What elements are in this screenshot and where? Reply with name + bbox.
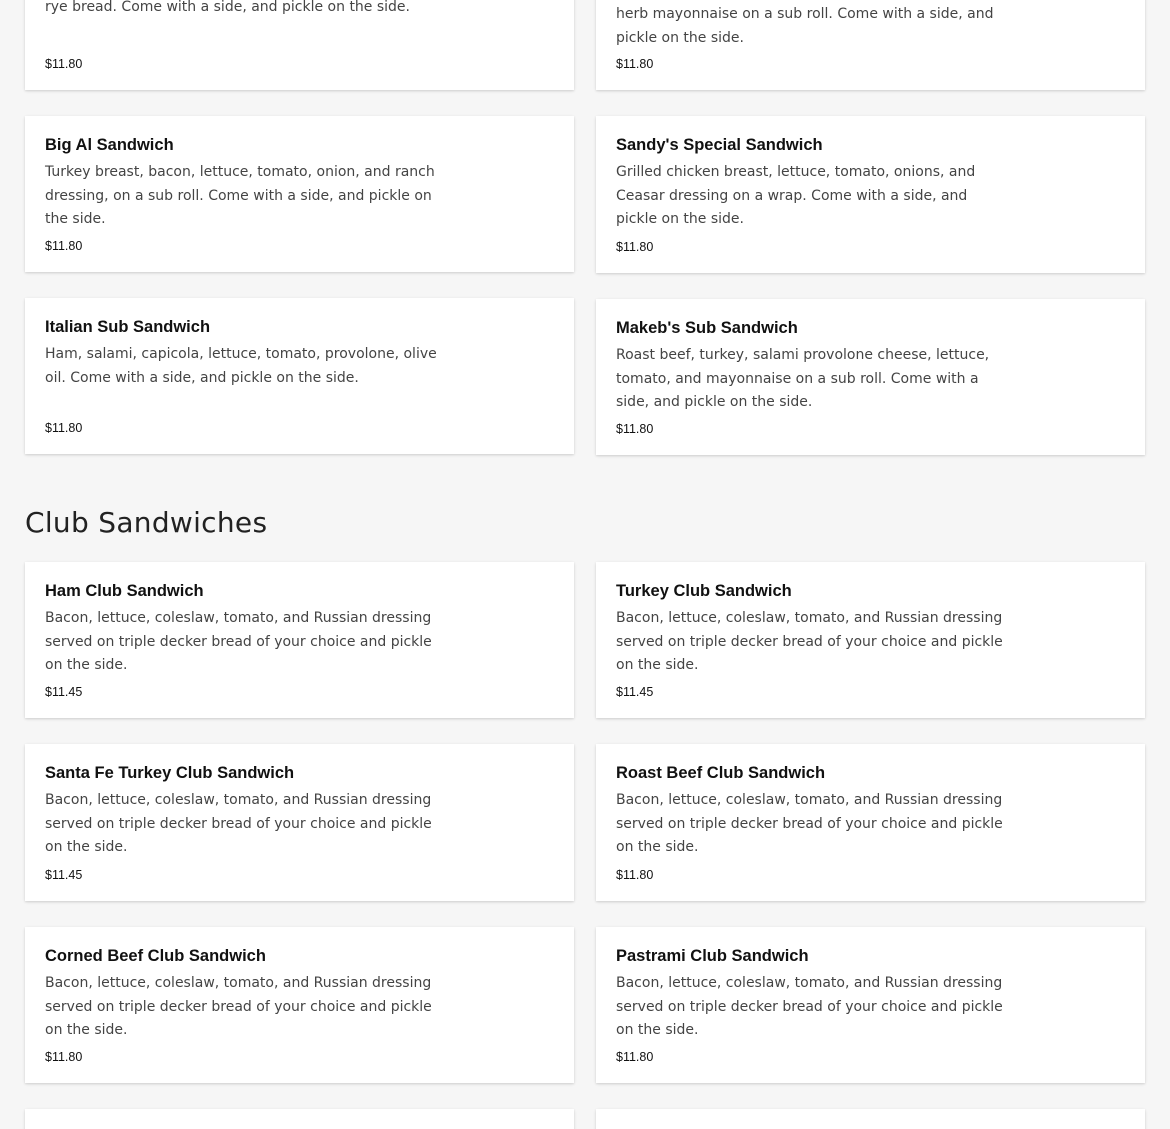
item-description: Roast beef, turkey, salami provolone cheese, lettuce, tomato, and mayonnaise on a sub roll. Come with a side, and pickle on the side. bbox=[616, 347, 990, 410]
item-price: $11.45 bbox=[45, 685, 83, 699]
item-price: $11.80 bbox=[45, 421, 83, 435]
item-name: Pastrami Club Sandwich bbox=[616, 947, 809, 965]
item-price: $11.80 bbox=[45, 1050, 83, 1064]
item-price: $11.80 bbox=[616, 422, 654, 436]
item-description: Bacon, lettuce, coleslaw, tomato, and Russian dressing served on triple decker bread of your choice and pickle on the side. bbox=[616, 975, 1003, 1038]
item-price: $11.80 bbox=[616, 57, 654, 71]
menu-item-card[interactable] bbox=[596, 744, 1145, 901]
item-description: herb mayonnaise on a sub roll. Come with a side, and pickle on the side. bbox=[616, 6, 994, 46]
menu-item-card[interactable] bbox=[596, 562, 1145, 718]
section-title: Club Sandwiches bbox=[25, 506, 268, 539]
menu-item-card[interactable] bbox=[596, 116, 1145, 273]
item-price: $11.45 bbox=[616, 685, 654, 699]
item-name: Big Al Sandwich bbox=[45, 136, 174, 154]
item-name: Roast Beef Club Sandwich bbox=[616, 764, 826, 782]
item-description: Bacon, lettuce, coleslaw, tomato, and Russian dressing served on triple decker bread of your choice and pickle on the side. bbox=[616, 792, 1003, 855]
item-price: $11.80 bbox=[45, 57, 83, 71]
item-description: Turkey breast, bacon, lettuce, tomato, onion, and ranch dressing, on a sub roll. Come with a side, and pickle on the side. bbox=[45, 164, 435, 227]
menu-item-card[interactable] bbox=[25, 116, 574, 272]
item-price: $11.80 bbox=[616, 240, 654, 254]
item-name: Corned Beef Club Sandwich bbox=[45, 947, 266, 965]
menu-item-card[interactable] bbox=[596, 0, 1145, 90]
menu-item-card[interactable] bbox=[25, 927, 574, 1083]
menu-item-card[interactable] bbox=[25, 298, 574, 454]
menu-item-card[interactable] bbox=[25, 562, 574, 718]
item-price: $11.45 bbox=[45, 868, 83, 882]
item-description: Ham, salami, capicola, lettuce, tomato, provolone, olive oil. Come with a side, and pickle on the side. bbox=[45, 346, 437, 386]
item-name: Turkey Club Sandwich bbox=[616, 582, 792, 600]
item-name: Santa Fe Turkey Club Sandwich bbox=[45, 764, 295, 782]
item-price: $11.80 bbox=[616, 868, 654, 882]
menu-item-card[interactable] bbox=[596, 1109, 1145, 1129]
item-description: Grilled chicken breast, lettuce, tomato, onions, and Ceasar dressing on a wrap. Come with a side, and pickle on the side. bbox=[616, 164, 976, 227]
item-description: Bacon, lettuce, coleslaw, tomato, and Russian dressing served on triple decker bread of your choice and pickle on the side. bbox=[45, 792, 432, 855]
menu-item-card[interactable] bbox=[25, 744, 574, 901]
item-price: $11.80 bbox=[616, 1050, 654, 1064]
menu-item-card[interactable] bbox=[596, 299, 1145, 455]
item-name: Italian Sub Sandwich bbox=[45, 318, 211, 336]
item-name: Sandy's Special Sandwich bbox=[616, 136, 823, 154]
item-description: Bacon, lettuce, coleslaw, tomato, and Russian dressing served on triple decker bread of your choice and pickle on the side. bbox=[45, 975, 432, 1038]
menu-item-card[interactable] bbox=[25, 0, 574, 90]
item-name: Makeb's Sub Sandwich bbox=[616, 319, 798, 337]
item-description: rye bread. Come with a side, and pickle on the side. bbox=[45, 0, 410, 15]
item-description: Bacon, lettuce, coleslaw, tomato, and Russian dressing served on triple decker bread of your choice and pickle on the side. bbox=[45, 610, 432, 673]
menu-item-card[interactable] bbox=[596, 927, 1145, 1083]
menu-item-card[interactable] bbox=[25, 1109, 574, 1129]
item-price: $11.80 bbox=[45, 239, 83, 253]
item-description: Bacon, lettuce, coleslaw, tomato, and Russian dressing served on triple decker bread of your choice and pickle on the side. bbox=[616, 610, 1003, 673]
item-name: Ham Club Sandwich bbox=[45, 582, 204, 600]
